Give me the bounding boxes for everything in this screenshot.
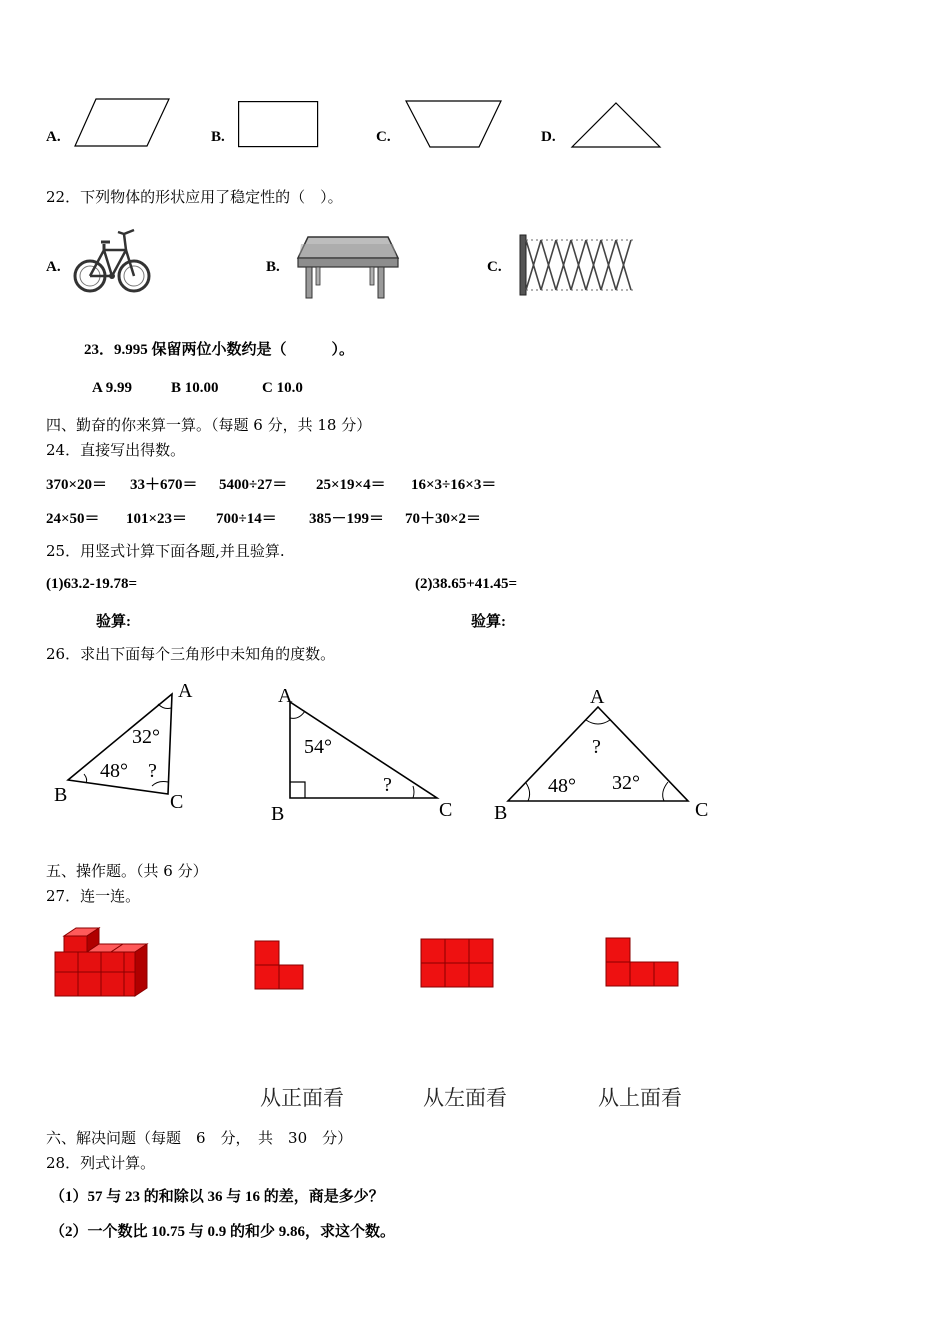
q26-stem: 26．求出下面每个三角形中未知角的度数。 bbox=[46, 645, 336, 663]
vertex-c: C bbox=[695, 799, 709, 821]
q24-expression: 700÷14＝ bbox=[216, 511, 277, 527]
angle-b-value: 48° bbox=[548, 775, 576, 797]
vertex-c: C bbox=[439, 799, 453, 821]
cube-stack-figure bbox=[54, 926, 150, 998]
q21-option-b-label: B. bbox=[211, 129, 225, 145]
q23-stem: 23．9.995 保留两位小数约是（ ）。 bbox=[84, 342, 355, 358]
trapezoid-shape bbox=[405, 100, 503, 150]
view-label-top: 从上面看 bbox=[598, 1086, 682, 1110]
q23-option-a: A 9.99 bbox=[92, 380, 133, 396]
q25-item-1: (1)63.2-19.78= bbox=[46, 576, 138, 592]
triangle-figure-2 bbox=[265, 680, 465, 830]
view-label-front: 从正面看 bbox=[260, 1086, 344, 1110]
q21-option-c-label: C. bbox=[376, 129, 391, 145]
q24-expression: 370×20＝ bbox=[46, 477, 108, 493]
rectangle-shape bbox=[238, 101, 320, 149]
section6-title: 六、解决问题（每题 6 分， 共 30 分） bbox=[46, 1129, 353, 1147]
view-label-left: 从左面看 bbox=[423, 1086, 507, 1110]
q25-check-label-1: 验算: bbox=[96, 614, 131, 630]
triangle-figure-3 bbox=[490, 682, 720, 832]
q24-stem: 24．直接写出得数。 bbox=[46, 441, 186, 459]
q24-expression: 33＋670＝ bbox=[130, 477, 198, 493]
q24-expression: 385－199＝ bbox=[309, 511, 385, 527]
triangle-shape bbox=[571, 102, 663, 150]
vertex-a: A bbox=[278, 685, 293, 707]
section5-title: 五、操作题。（共 6 分） bbox=[46, 862, 208, 880]
view-shape-block bbox=[420, 938, 496, 990]
q22-option-c-label: C. bbox=[487, 259, 502, 275]
q24-expression: 24×50＝ bbox=[46, 511, 100, 527]
section4-title: 四、勤奋的你来算一算。（每题 6 分，共 18 分） bbox=[46, 416, 372, 434]
q23-option-c: C 10.0 bbox=[262, 380, 303, 396]
table-icon bbox=[296, 236, 400, 300]
folding-gate-icon bbox=[519, 234, 635, 298]
bicycle-icon bbox=[74, 220, 152, 298]
angle-b-value: 48° bbox=[100, 760, 128, 782]
vertex-c: C bbox=[170, 791, 184, 813]
q24-expression: 25×19×4＝ bbox=[316, 477, 386, 493]
q24-expression: 16×3÷16×3＝ bbox=[411, 477, 497, 493]
vertex-a: A bbox=[178, 680, 193, 702]
q22-option-a-label: A. bbox=[46, 259, 61, 275]
angle-a-value: 54° bbox=[304, 736, 332, 758]
q28-stem: 28．列式计算。 bbox=[46, 1154, 156, 1172]
q24-expression: 70＋30×2＝ bbox=[405, 511, 482, 527]
view-shape-l-long bbox=[605, 937, 681, 989]
vertex-b: B bbox=[494, 802, 508, 824]
q21-option-a-label: A. bbox=[46, 129, 61, 145]
vertex-b: B bbox=[54, 784, 68, 806]
angle-c-value: ? bbox=[383, 774, 392, 796]
q24-expression: 101×23＝ bbox=[126, 511, 188, 527]
q28-item-2: （2）一个数比 10.75 与 0.9 的和少 9.86，求这个数。 bbox=[50, 1224, 396, 1240]
q23-option-b: B 10.00 bbox=[171, 380, 219, 396]
triangle-figure-1 bbox=[50, 680, 210, 820]
q22-stem: 22．下列物体的形状应用了稳定性的（ ）。 bbox=[46, 188, 343, 206]
angle-c-value: 32° bbox=[612, 772, 640, 794]
q25-stem: 25．用竖式计算下面各题,并且验算. bbox=[46, 542, 285, 560]
parallelogram-shape bbox=[74, 98, 172, 148]
view-shape-l-small bbox=[254, 940, 306, 992]
vertex-b: B bbox=[271, 803, 285, 825]
q28-item-1: （1）57 与 23 的和除以 36 与 16 的差，商是多少？ bbox=[50, 1189, 384, 1205]
q25-item-2: (2)38.65+41.45= bbox=[415, 576, 518, 592]
q21-option-d-label: D. bbox=[541, 129, 556, 145]
angle-c-value: ? bbox=[148, 760, 157, 782]
vertex-a: A bbox=[590, 686, 605, 708]
q25-check-label-2: 验算: bbox=[471, 614, 506, 630]
q22-option-b-label: B. bbox=[266, 259, 280, 275]
angle-a-value: ? bbox=[592, 736, 601, 758]
q24-expression: 5400÷27＝ bbox=[219, 477, 288, 493]
q27-stem: 27．连一连。 bbox=[46, 887, 141, 905]
angle-a-value: 32° bbox=[132, 726, 160, 748]
